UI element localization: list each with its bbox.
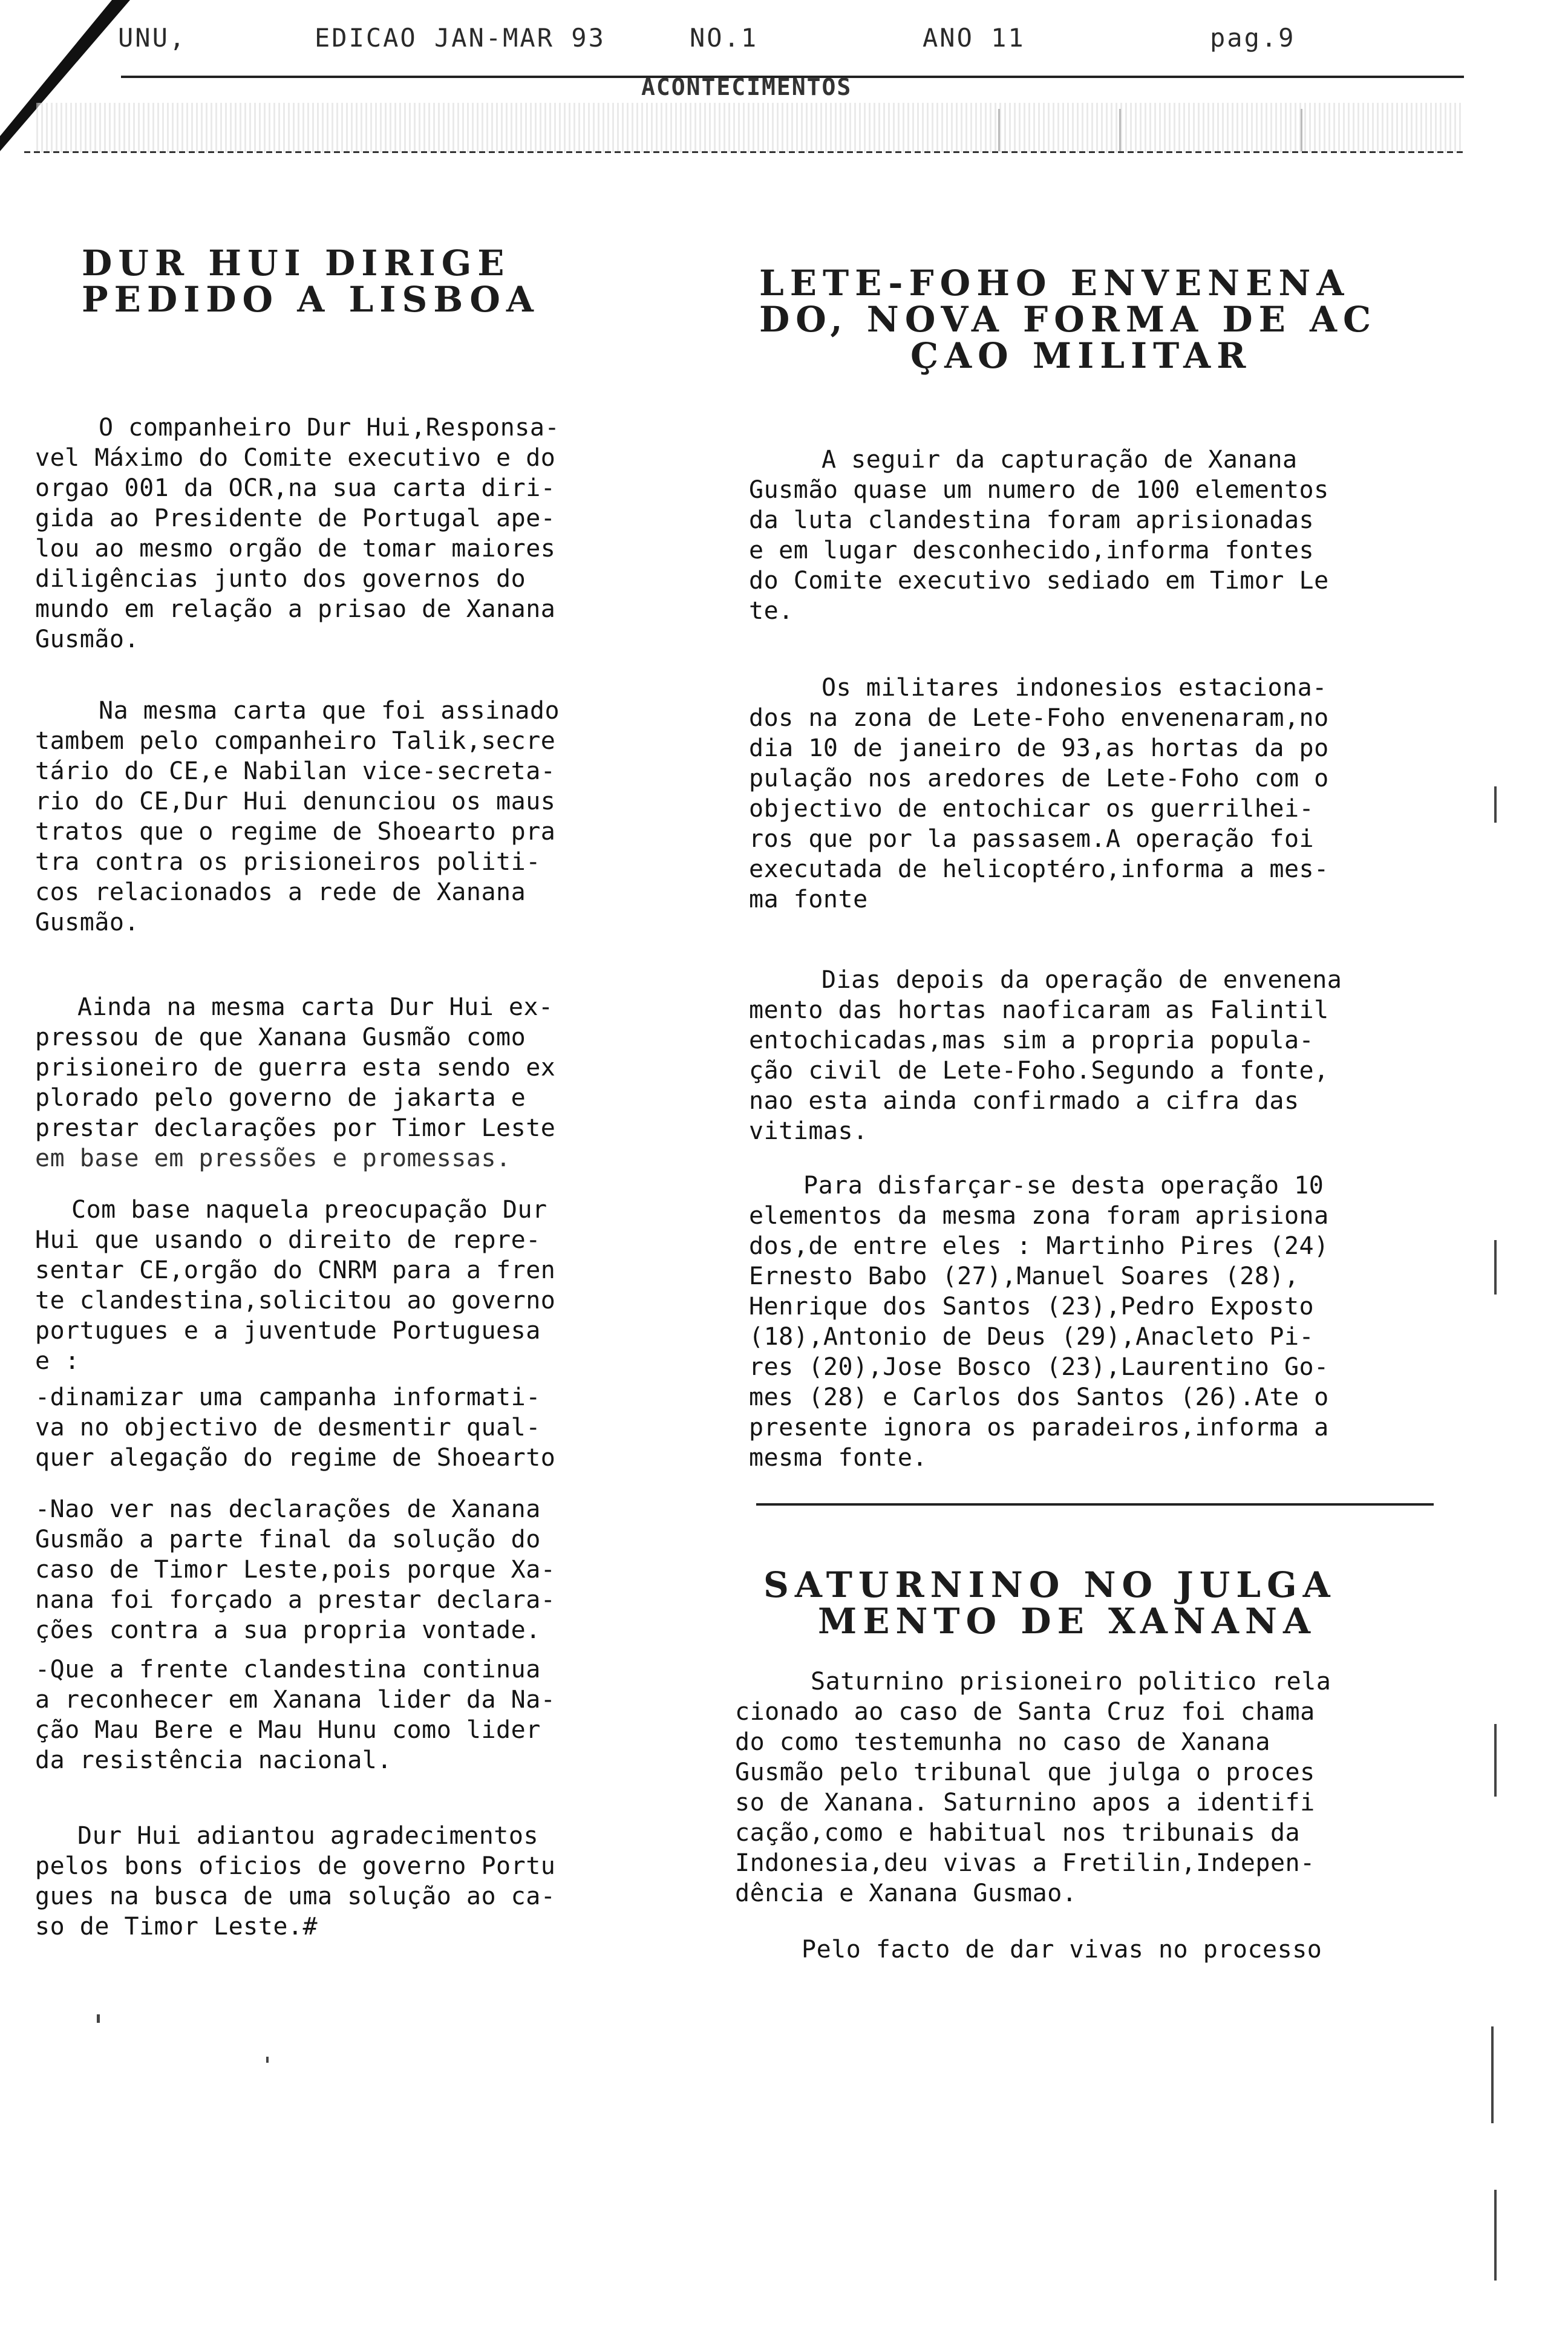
text-line: vitimas.	[749, 1117, 868, 1145]
article-lete-foho-p2	[749, 673, 1475, 915]
text-line: mento das hortas naoficaram as Falintil	[749, 996, 1329, 1024]
text-line: pressou de que Xanana Gusmão como	[35, 1024, 526, 1051]
text-line: rio do CE,Dur Hui denunciou os maus	[35, 788, 556, 815]
text-line: res (20),Jose Bosco (23),Laurentino Go-	[749, 1353, 1329, 1381]
text-line: pulação nos aredores de Lete-Foho com o	[749, 765, 1329, 792]
text-line: pelos bons oficios de governo Portu	[35, 1852, 556, 1880]
text-line: dia 10 de janeiro de 93,as hortas da po	[749, 734, 1329, 762]
header-edition: EDICAO JAN-MAR 93	[315, 23, 606, 53]
article-dur-hui-p8	[35, 1821, 658, 1942]
header-dashed-rule	[24, 151, 1464, 153]
text-line: ros que por la passasem.A operação foi	[749, 825, 1315, 853]
text-line: -dinamizar uma campanha informati-	[35, 1383, 541, 1411]
text-line: Gusmão.	[35, 625, 140, 653]
text-line: tário do CE,e Nabilan vice-secreta-	[35, 757, 556, 785]
article-dur-hui-p2	[35, 696, 658, 938]
text-line: Henrique dos Santos (23),Pedro Exposto	[749, 1293, 1315, 1321]
header-number: NO.1	[690, 23, 759, 53]
headline-dur-hui	[82, 245, 540, 318]
text-line: do como testemunha no caso de Xanana	[735, 1728, 1270, 1756]
text-line: dência e Xanana Gusmao.	[735, 1879, 1077, 1907]
article-lete-foho-p4	[749, 1170, 1475, 1473]
band-tick	[998, 109, 1000, 151]
article-dur-hui-p7	[35, 1654, 658, 1775]
article-dur-hui-p1	[35, 413, 658, 655]
text-line: Gusmão a parte final da solução do	[35, 1526, 541, 1553]
scan-speck	[1494, 786, 1497, 823]
text-line: executada de helicoptéro,informa a mes-	[749, 855, 1329, 883]
text-line: so de Xanana. Saturnino apos a identifi	[735, 1789, 1315, 1817]
text-line: mundo em relação a prisao de Xanana	[35, 595, 556, 623]
headline-lete-foho	[759, 265, 1377, 374]
text-line: vel Máximo do Comite executivo e do	[35, 444, 556, 472]
text-line: plorado pelo governo de jakarta e	[35, 1084, 526, 1112]
scan-speck	[1494, 1240, 1497, 1295]
text-line: e em lugar desconhecido,informa fontes	[749, 537, 1315, 564]
text-line: ma fonte	[749, 886, 868, 913]
text-line: Ainda na mesma carta Dur Hui ex-	[77, 993, 554, 1021]
text-line: diligências junto dos governos do	[35, 565, 526, 593]
text-line: nana foi forçado a prestar declara-	[35, 1586, 556, 1614]
text-line: elementos da mesma zona foram aprisiona	[749, 1202, 1329, 1230]
text-line: prisioneiro de guerra esta sendo ex	[35, 1054, 556, 1082]
headline-line: DO, NOVA FORMA DE AC	[759, 299, 1377, 340]
text-line: (18),Antonio de Deus (29),Anacleto Pi-	[749, 1323, 1315, 1351]
text-line: mesma fonte.	[749, 1444, 927, 1472]
article-divider	[756, 1503, 1434, 1506]
text-line: tambem pelo companheiro Talik,secre	[35, 727, 556, 755]
text-line: Dias depois da operação de envenena	[822, 966, 1342, 994]
text-line: ções contra a sua propria vontade.	[35, 1616, 541, 1644]
section-label: ACONTECIMENTOS	[641, 74, 852, 100]
text-line: Os militares indonesios estaciona-	[822, 674, 1327, 702]
text-line: ção civil de Lete-Foho.Segundo a fonte,	[749, 1057, 1329, 1085]
text-line: so de Timor Leste.#	[35, 1913, 318, 1941]
text-line: te clandestina,solicitou ao governo	[35, 1287, 556, 1314]
text-line: Pelo facto de dar vivas no processo	[802, 1936, 1322, 1964]
band-tick	[1301, 109, 1302, 151]
text-line: Na mesma carta que foi assinado	[99, 697, 560, 725]
text-line: prestar declarações por Timor Leste	[35, 1114, 556, 1142]
article-lete-foho-p1	[749, 445, 1475, 626]
text-line: Gusmão quase um numero de 100 elementos	[749, 476, 1329, 504]
header-paper-name: UNU,	[118, 23, 187, 53]
text-line: da resistência nacional.	[35, 1746, 392, 1774]
scan-speck	[1494, 1724, 1497, 1797]
text-line: sentar CE,orgão do CNRM para a fren	[35, 1256, 556, 1284]
text-line: Saturnino prisioneiro politico rela	[811, 1668, 1331, 1696]
text-line: e :	[35, 1347, 80, 1375]
text-line: va no objectivo de desmentir qual-	[35, 1414, 541, 1441]
article-saturnino-p1	[735, 1667, 1473, 1908]
text-line: tra contra os prisioneiros politi-	[35, 848, 541, 876]
headline-line: MENTO DE XANANA	[818, 1601, 1316, 1642]
text-line: Indonesia,deu vivas a Fretilin,Indepen-	[735, 1849, 1315, 1877]
text-line: a reconhecer em Xanana lider da Na-	[35, 1686, 556, 1714]
text-line: A seguir da capturação de Xanana	[822, 446, 1298, 474]
text-line: Ernesto Babo (27),Manuel Soares (28),	[749, 1262, 1299, 1290]
text-line: portugues e a juventude Portuguesa	[35, 1317, 541, 1345]
text-line: Hui que usando o direito de repre-	[35, 1226, 541, 1254]
article-dur-hui-p4	[35, 1195, 658, 1376]
text-line: cação,como e habitual nos tribunais da	[735, 1819, 1301, 1847]
text-line: Gusmão.	[35, 909, 140, 936]
text-line: quer alegação do regime de Shoearto	[35, 1444, 556, 1472]
article-lete-foho-p3	[749, 965, 1475, 1146]
text-line: -Que a frente clandestina continua	[35, 1656, 541, 1683]
text-line: entochicadas,mas sim a propria popula-	[749, 1027, 1315, 1054]
text-line: do Comite executivo sediado em Timor Le	[749, 567, 1329, 595]
text-line: lou ao mesmo orgão de tomar maiores	[35, 535, 556, 563]
scan-speck	[1491, 2026, 1494, 2123]
article-dur-hui-p6	[35, 1494, 658, 1645]
text-line: dos,de entre eles : Martinho Pires (24)	[749, 1232, 1329, 1260]
text-line: dos na zona de Lete-Foho envenenaram,no	[749, 704, 1329, 732]
text-line: O companheiro Dur Hui,Responsa-	[99, 414, 560, 442]
headline-saturnino	[763, 1564, 1336, 1642]
text-line: cos relacionados a rede de Xanana	[35, 878, 526, 906]
scan-speck	[97, 2014, 100, 2023]
article-saturnino-p2	[735, 1935, 1473, 1965]
text-line: -Nao ver nas declarações de Xanana	[35, 1495, 541, 1523]
header-page-number: pag.9	[1210, 23, 1296, 53]
text-line: da luta clandestina foram aprisionadas	[749, 506, 1315, 534]
scan-speck	[1494, 2190, 1497, 2281]
text-line: orgao 001 da OCR,na sua carta diri-	[35, 474, 556, 502]
text-line: cionado ao caso de Santa Cruz foi chama	[735, 1698, 1315, 1726]
text-line: mes (28) e Carlos dos Santos (26).Ate o	[749, 1383, 1329, 1411]
article-dur-hui-p5	[35, 1382, 658, 1473]
header-halftone-band	[36, 103, 1464, 152]
text-line: tratos que o regime de Shoearto pra	[35, 818, 556, 846]
text-line: caso de Timor Leste,pois porque Xa-	[35, 1556, 556, 1584]
text-line: em base em pressões e promessas.	[35, 1144, 511, 1172]
text-line: ção Mau Bere e Mau Hunu como lider	[35, 1716, 541, 1744]
band-tick	[1119, 109, 1121, 151]
scan-speck	[266, 2057, 269, 2063]
text-line: Dur Hui adiantou agradecimentos	[77, 1822, 539, 1850]
headline-line: DUR HUI DIRIGE	[82, 243, 511, 284]
text-line: gida ao Presidente de Portugal ape-	[35, 504, 556, 532]
headline-line: LETE-FOHO ENVENENA	[759, 263, 1350, 304]
text-line: te.	[749, 597, 794, 625]
text-line: Para disfarçar-se desta operação 10	[803, 1172, 1324, 1200]
text-line: nao esta ainda confirmado a cifra das	[749, 1087, 1299, 1115]
article-dur-hui-p3	[35, 992, 658, 1174]
headline-line: SATURNINO NO JULGA	[763, 1564, 1336, 1605]
text-line: Gusmão pelo tribunal que julga o proces	[735, 1758, 1315, 1786]
headline-line: PEDIDO A LISBOA	[82, 279, 540, 320]
text-line: gues na busca de uma solução ao ca-	[35, 1882, 556, 1910]
headline-line: ÇAO MILITAR	[910, 335, 1252, 376]
header-year: ANO 11	[923, 23, 1025, 53]
text-line: objectivo de entochicar os guerrilhei-	[749, 795, 1315, 823]
text-line: presente ignora os paradeiros,informa a	[749, 1414, 1329, 1441]
text-line: Com base naquela preocupação Dur	[71, 1196, 547, 1224]
